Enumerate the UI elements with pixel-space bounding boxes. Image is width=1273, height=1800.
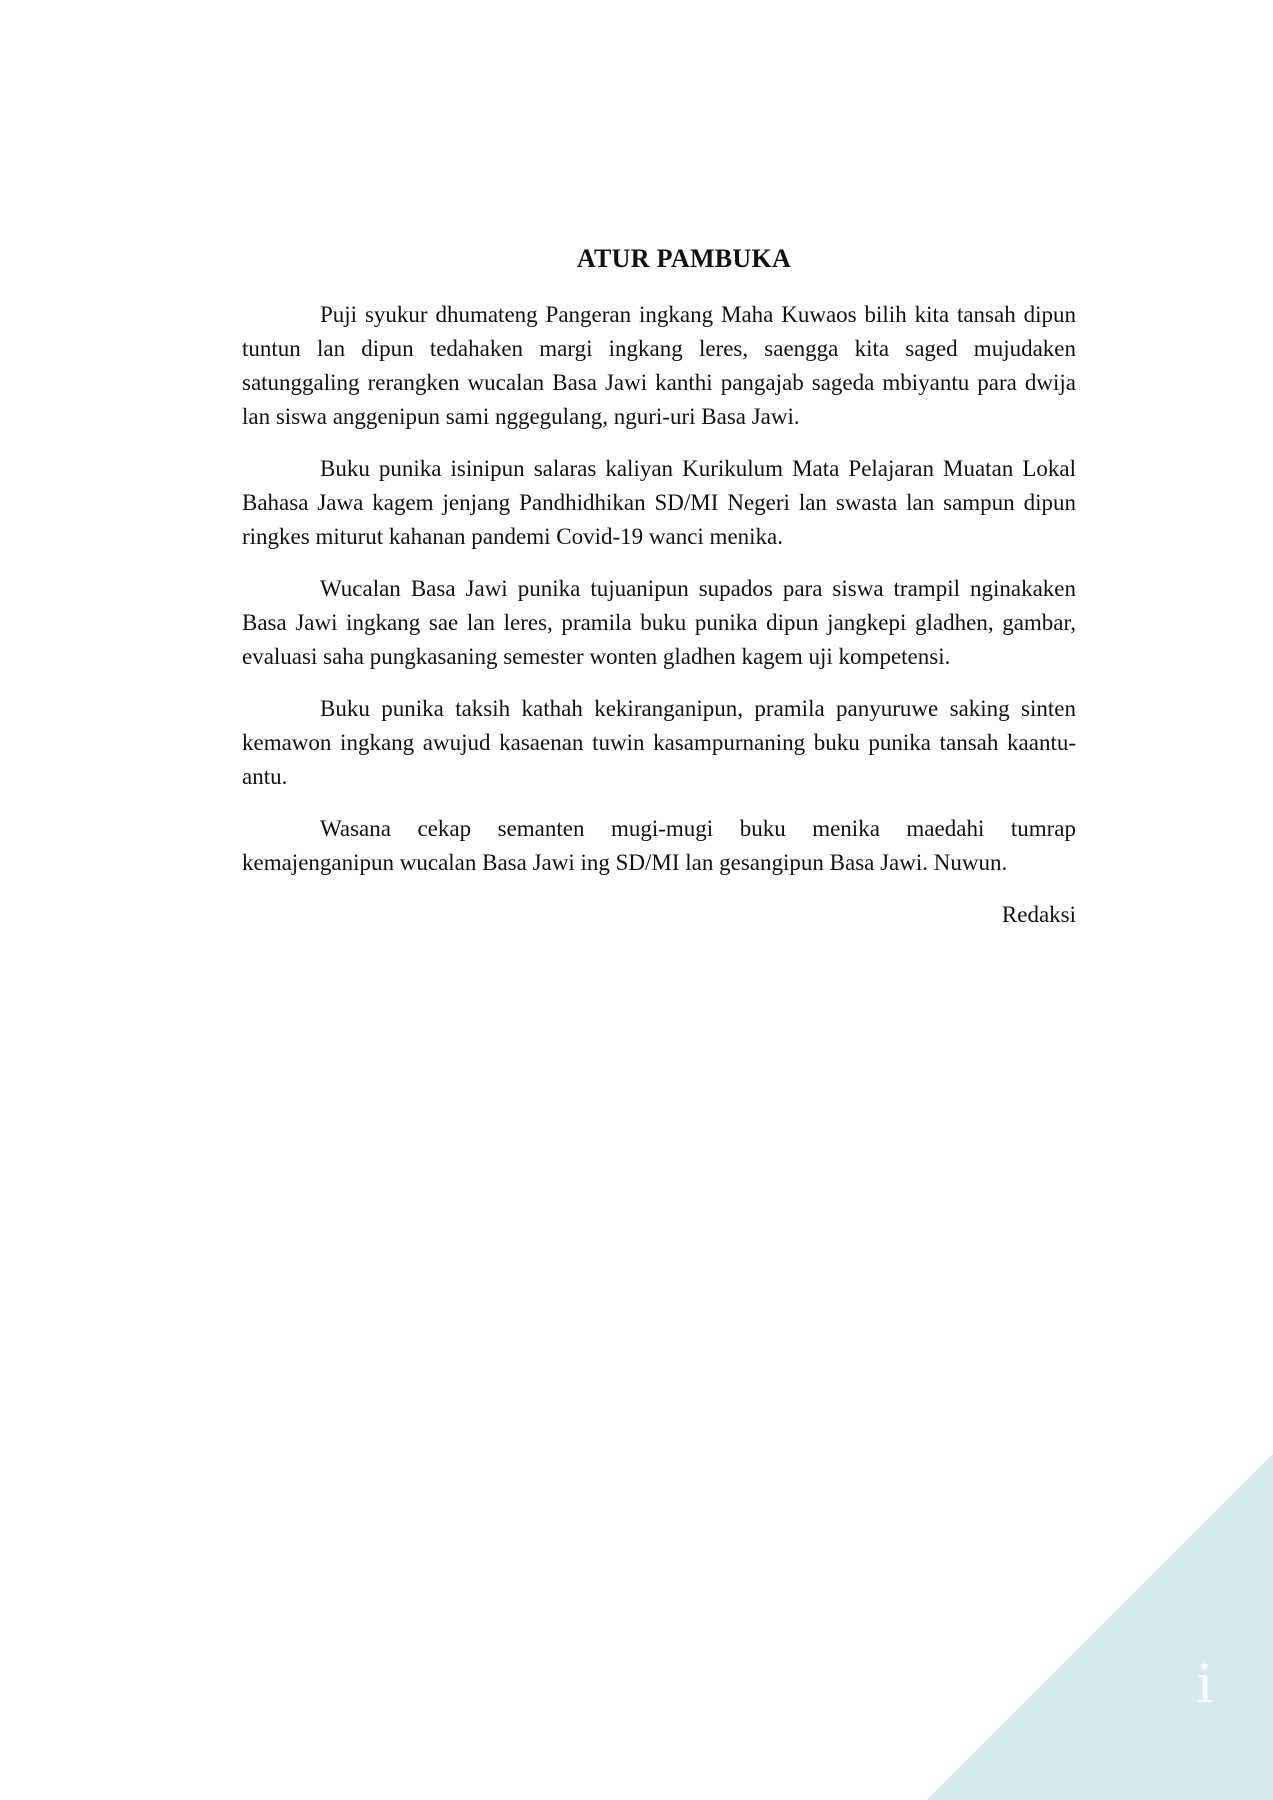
page-title: ATUR PAMBUKA	[576, 244, 792, 273]
corner-triangle-decoration	[927, 1454, 1273, 1800]
page-number: i	[1196, 1650, 1213, 1715]
signature: Redaksi	[1001, 902, 1076, 927]
page-content	[242, 238, 1076, 932]
body-paragraph-5: Wasana cekap semanten mugi-mugi buku menika maedahi tumrap kemajenganipun wucalan Basa Jawi ing SD/MI lan gesangipun Basa Jawi. Nuwun.	[242, 816, 1076, 875]
body-paragraph-4: Buku punika taksih kathah kekiranganipun, pramila panyuruwe saking sinten kemawon ingkang awujud kasaenan tuwin kasampurnaning buku punika tansah kaantu-antu.	[242, 696, 1076, 789]
body-paragraph-1: Puji syukur dhumateng Pangeran ingkang Maha Kuwaos bilih kita tansah dipun tuntun lan dipun tedahaken margi ingkang leres, saengga kita saged mujudaken satunggaling rerangken wucalan Basa Jawi kanthi pangajab sageda mbiyantu para dwija lan siswa anggenipun sami nggegulang, nguri-uri Basa Jawi.	[242, 302, 1076, 429]
body-paragraph-2: Buku punika isinipun salaras kaliyan Kurikulum Mata Pelajaran Muatan Lokal Bahasa Jawa kagem jenjang Pandhidhikan SD/MI Negeri lan swasta lan sampun dipun ringkes miturut kahanan pandemi Covid-19 wanci menika.	[242, 456, 1076, 549]
body-paragraph-3: Wucalan Basa Jawi punika tujuanipun supados para siswa trampil nginakaken Basa Jawi ingkang sae lan leres, pramila buku punika dipun jangkepi gladhen, gambar, evaluasi saha pungkasaning semester wonten gladhen kagem uji kompetensi.	[242, 576, 1076, 669]
